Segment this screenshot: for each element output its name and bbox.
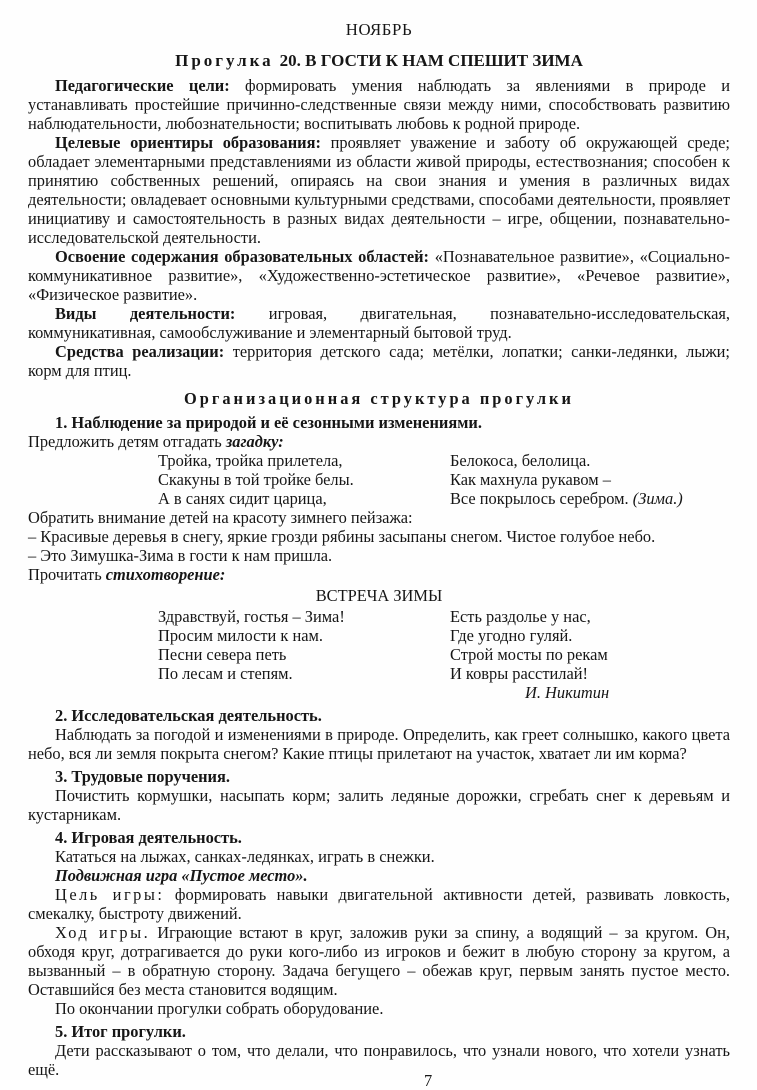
poem-intro [28,565,730,584]
paragraph-lead: Целевые ориентиры образования: [55,133,321,152]
section-text: Наблюдать за погодой и изменениями в природе. Определить, как греет солнышко, какого цвета небо, вся ли земля покрыта снегом? Какие птицы прилетают на участок, хватает ли им корма? [28,725,730,763]
section-text: Кататься на лыжах, санках-ледянках, играть в снежки. [55,847,435,866]
page-number: 7 [424,1071,433,1090]
riddle-right-column [450,451,730,508]
section-research [28,706,730,763]
paragraph-text: территория детского сада; метёлки, лопатки; санки-ледянки, лыжи; корм для птиц. [28,342,730,380]
section-heading: 2. Исследовательская деятельность. [55,706,322,725]
paragraph-lead: Педагогические цели: [55,76,230,95]
game-course-label: Ход игры. [55,923,151,942]
poem-intro-text: Прочитать [28,565,102,584]
poem-line: И ковры расстилай! [450,664,588,683]
riddle-intro [28,432,730,451]
paragraph-text: формировать умения наблюдать за явлениями в природе и устанавливать простейшие причинно-следственные связи между ними, способствовать развитию наблюдательности, любознательности; воспитывать любовь к родной природе. [28,76,730,133]
riddle-line-text: Все покрылось серебром. [450,489,629,508]
section-play [28,828,730,1018]
game-course-text: Играющие встают в круг, заложив руки за спину, а водящий – за кругом. Он, обходя круг, дотрагивается до руки кого-либо из игроков и бежит в любую сторону за кругом, а вызванный – в обратную сторону. Задача бегущего – обежав круг, первым занять пустое место. Оставшийся без места становится водящим. [28,923,730,999]
paragraph-realization-means [28,342,730,380]
poem-intro-emphasis: стихотворение: [105,565,226,584]
poem-title: ВСТРЕЧА ЗИМЫ [315,586,443,605]
page-content [28,20,730,1090]
walk-number: 20. [279,51,301,70]
walk-closing-note: По окончании прогулки собрать оборудование. [55,999,384,1018]
game-title: Подвижная игра «Пустое место». [55,866,308,885]
paragraph-pedagogical-goals [28,76,730,133]
game-goal-text: формировать навыки двигательной активности детей, развивать ловкость, смекалку, быстроту движений. [28,885,730,923]
section-text: Дети рассказывают о том, что делали, что понравилось, что узнали нового, что хотели узнать ещё. [28,1041,730,1079]
poem-line: Просим милости к нам. [158,626,323,645]
walk-name: В ГОСТИ К НАМ СПЕШИТ ЗИМА [305,51,583,70]
paragraph-activity-types [28,304,730,342]
paragraph-educational-areas [28,247,730,304]
riddle-line: Белокоса, белолица. [450,451,591,470]
intro-section [28,76,730,380]
poem-line: Песни севера петь [158,645,287,664]
riddle-answer: (Зима.) [632,489,683,508]
game-goal [28,885,730,923]
riddle-intro-emphasis: загадку: [225,432,284,451]
poem-verse [158,607,730,702]
poem-left-column [158,607,450,702]
observation-remark: – Это Зимушка-Зима в гости к нам пришла. [28,546,333,565]
section-text: Почистить кормушки, насыпать корм; залить ледяные дорожки, сгребать снег к деревьям и кустарникам. [28,786,730,824]
structure-heading: Организационная структура прогулки [184,389,574,408]
section-labor [28,767,730,824]
section-heading: 1. Наблюдение за природой и её сезонными изменениями. [55,413,482,432]
paragraph-lead: Средства реализации: [55,342,225,361]
paragraph-text: «Познавательное развитие», «Социально-коммуникативное развитие», «Художественно-эстетическое развитие», «Речевое развитие», «Физическое развитие». [28,247,730,304]
riddle-line: А в санях сидит царица, [158,489,327,508]
poem-author: И. Никитин [525,683,610,702]
paragraph-text: проявляет уважение и заботу об окружающей среде; обладает элементарными представлениями из области живой природы, естествознания; способен к принятию собственных решений, опираясь на свои знания и умения в различных видах деятельности; овладевает основными культурными средствами, способами деятельности, проявляет инициативу и самостоятельность в разных видах деятельности – игре, общении, познавательно-исследовательской деятельности. [28,133,730,247]
poem-right-column [450,607,730,702]
riddle-verse [158,451,730,508]
month-header: НОЯБРЬ [345,20,413,39]
section-summary [28,1022,730,1090]
riddle-line: Тройка, тройка прилетела, [158,451,343,470]
section-heading: 3. Трудовые поручения. [55,767,230,786]
riddle-intro-text: Предложить детям отгадать [28,432,222,451]
poem-line: Есть раздолье у нас, [450,607,591,626]
game-goal-label: Цель игры: [55,885,165,904]
section-heading: 5. Итог прогулки. [55,1022,186,1041]
game-course [28,923,730,999]
paragraph-text: игровая, двигательная, познавательно-исследовательская, коммуникативная, самообслуживание и элементарный бытовой труд. [28,304,730,342]
poem-line: По лесам и степям. [158,664,293,683]
paragraph-target-guidelines [28,133,730,247]
poem-line: Здравствуй, гостья – Зима! [158,607,345,626]
riddle-line: Как махнула рукавом – [450,470,611,489]
observation-note: Обратить внимание детей на красоту зимнего пейзажа: [28,508,413,527]
section-observation [28,413,730,702]
paragraph-lead: Освоение содержания образовательных областей: [55,247,430,266]
poem-line: Где угодно гуляй. [450,626,573,645]
poem-line: Строй мосты по рекам [450,645,608,664]
riddle-line: Скакуны в той тройке белы. [158,470,354,489]
riddle-left-column [158,451,450,508]
riddle-line [450,489,730,508]
walk-label: Прогулка [175,51,274,70]
paragraph-lead: Виды деятельности: [55,304,236,323]
section-heading: 4. Игровая деятельность. [55,828,242,847]
walk-title [28,51,730,70]
observation-remark: – Красивые деревья в снегу, яркие грозди рябины засыпаны снегом. Чистое голубое небо. [28,527,656,546]
